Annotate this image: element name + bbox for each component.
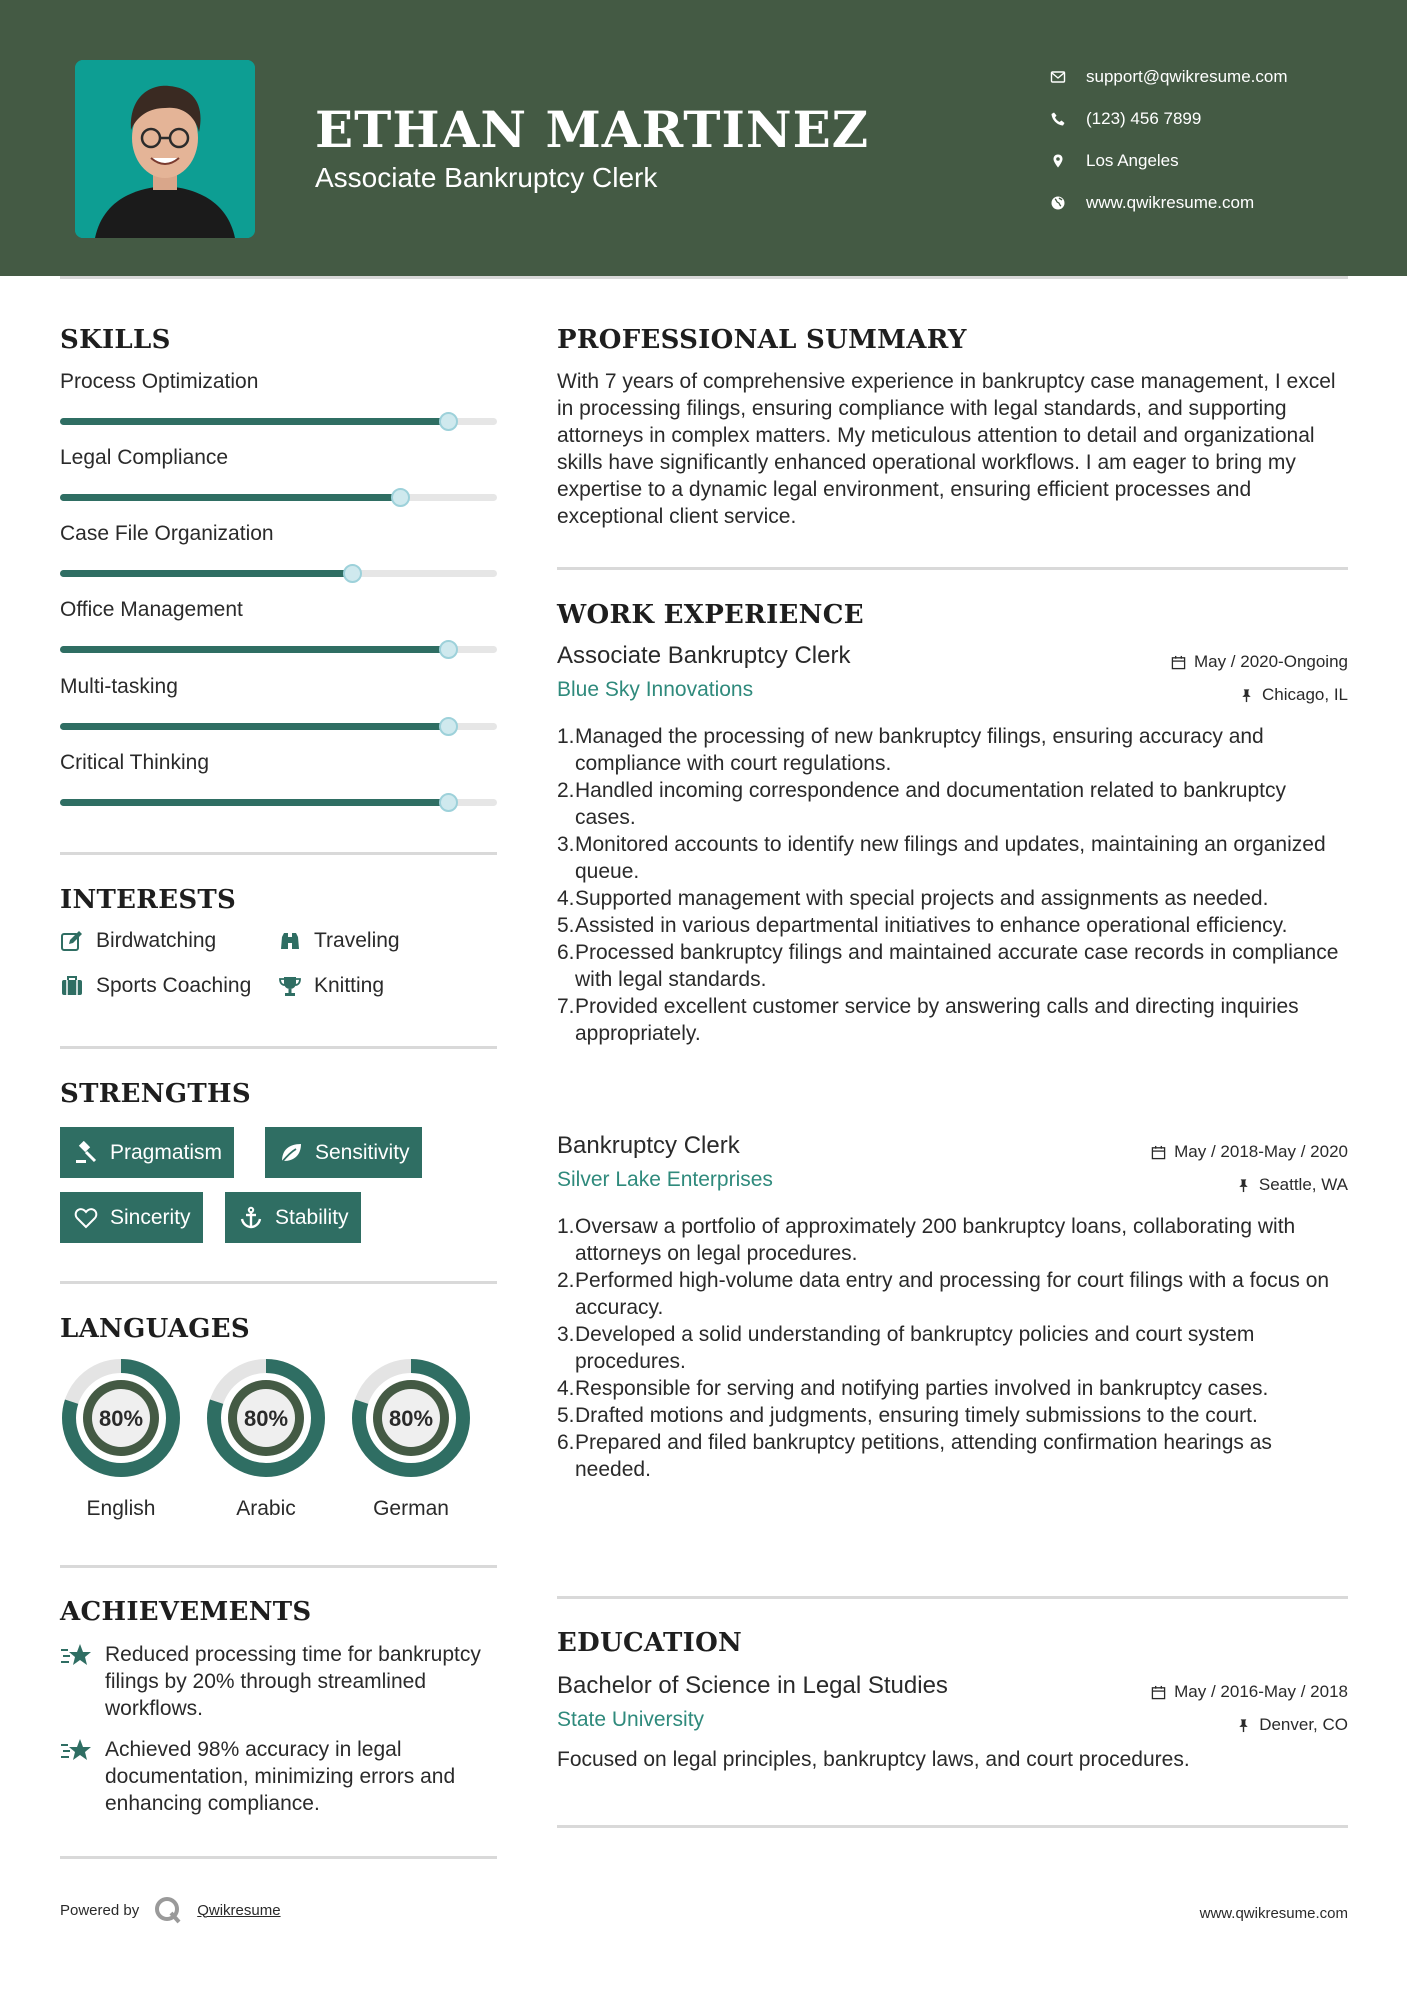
- achievement-text: Achieved 98% accuracy in legal documentation, minimizing errors and enhancing compliance.: [105, 1738, 456, 1815]
- languages-title: LANGUAGES: [60, 1314, 250, 1344]
- pushpin-icon: [1239, 688, 1254, 703]
- job-location: [1236, 1175, 1348, 1195]
- contact-phone[interactable]: [1050, 98, 1288, 140]
- contact-email[interactable]: [1050, 56, 1288, 98]
- skill-item: [60, 675, 497, 699]
- heart-icon: [74, 1206, 98, 1230]
- language-name: English: [86, 1497, 156, 1520]
- education-title: EDUCATION: [557, 1628, 743, 1658]
- language-ring: [60, 1357, 182, 1479]
- job-bullets: [557, 1213, 1350, 1483]
- skill-bar-knob: [439, 640, 458, 659]
- footer-powered-by: [60, 1895, 281, 1925]
- language-item: [350, 1357, 472, 1521]
- job-dates: [1171, 652, 1348, 672]
- job-company: Blue Sky Innovations: [557, 678, 754, 701]
- education-location: [1236, 1715, 1348, 1735]
- contact-location-text: Los Angeles: [1086, 151, 1179, 170]
- education-dates: [1151, 1682, 1348, 1702]
- pushpin-icon: [1236, 1718, 1251, 1733]
- skills-title: SKILLS: [60, 325, 171, 355]
- skill-bar-knob: [439, 717, 458, 736]
- achievement-text: Reduced processing time for bankruptcy filings by 20% through streamlined workflows.: [105, 1643, 481, 1720]
- job-dates: [1151, 1142, 1348, 1162]
- language-percent: 80%: [388, 1406, 434, 1431]
- globe-icon: [1050, 195, 1086, 211]
- map-pin-icon: [1050, 153, 1086, 169]
- profile-photo-image: [75, 60, 255, 238]
- strength-label: Sincerity: [110, 1205, 191, 1229]
- education-dates-text: May / 2016-May / 2018: [1174, 1682, 1348, 1701]
- contact-email-text: support@qwikresume.com: [1086, 67, 1288, 86]
- job-bullet: 5. Drafted motions and judgments, ensuring timely submissions to the court.: [557, 1404, 1258, 1427]
- section-divider: [60, 1046, 497, 1049]
- skill-bar-fill: [60, 646, 449, 653]
- job-bullet: 4. Responsible for serving and notifying parties involved in bankruptcy cases.: [557, 1377, 1269, 1400]
- skill-bar-fill: [60, 418, 449, 425]
- interest-item: [278, 929, 400, 953]
- language-ring: [350, 1357, 472, 1479]
- job-entry-header: [557, 1132, 1348, 1192]
- education-description: Focused on legal principles, bankruptcy laws, and court procedures.: [557, 1748, 1190, 1771]
- skill-bar: [60, 646, 497, 653]
- job-role: Bankruptcy Clerk: [557, 1132, 740, 1159]
- job-entry-header: [557, 642, 1348, 702]
- job-bullet: 6. Prepared and filed bankruptcy petitions, attending confirmation hearings as needed.: [557, 1431, 1272, 1481]
- section-divider: [60, 1856, 497, 1859]
- language-name: Arabic: [236, 1497, 296, 1520]
- candidate-title: Associate Bankruptcy Clerk: [315, 162, 658, 193]
- qwikresume-logo-icon: [153, 1895, 183, 1925]
- skill-bar-fill: [60, 723, 449, 730]
- skill-bar: [60, 494, 497, 501]
- job-bullet: 6. Processed bankruptcy filings and maintained accurate case records in compliance with legal standards.: [557, 941, 1339, 991]
- section-divider: [557, 1596, 1348, 1599]
- skill-bar-fill: [60, 570, 353, 577]
- education-location-text: Denver, CO: [1259, 1715, 1348, 1734]
- calendar-icon: [1151, 1685, 1166, 1700]
- section-divider: [557, 1825, 1348, 1828]
- strength-label: Stability: [275, 1205, 349, 1229]
- skill-bar-knob: [391, 488, 410, 507]
- strength-label: Pragmatism: [110, 1140, 223, 1164]
- trophy-icon: [278, 974, 302, 998]
- profile-photo: [75, 60, 255, 238]
- header-divider: [60, 276, 1348, 279]
- language-name: German: [373, 1497, 449, 1520]
- leaf-icon: [279, 1141, 303, 1165]
- interest-label: Traveling: [314, 929, 400, 952]
- achievements-title: ACHIEVEMENTS: [60, 1597, 312, 1627]
- job-bullet: 5. Assisted in various departmental initiatives to enhance operational efficiency.: [557, 914, 1288, 937]
- qwikresume-link[interactable]: Qwikresume: [197, 1901, 281, 1919]
- skill-bar: [60, 570, 497, 577]
- skill-bar: [60, 418, 497, 425]
- skill-bar-knob: [343, 564, 362, 583]
- language-percent: 80%: [243, 1406, 289, 1431]
- section-divider: [60, 852, 497, 855]
- job-company: Silver Lake Enterprises: [557, 1168, 773, 1191]
- skill-bar-fill: [60, 799, 449, 806]
- job-dates-text: May / 2020-Ongoing: [1193, 652, 1348, 671]
- achievement-item: [60, 1641, 497, 1722]
- calendar-icon: [1171, 655, 1186, 670]
- interest-item: [60, 929, 216, 953]
- job-bullet: 3. Monitored accounts to identify new filings and updates, maintaining an organized queue.: [557, 833, 1326, 883]
- briefcase-icon: [60, 974, 84, 998]
- skill-name: Office Management: [60, 598, 243, 621]
- calendar-icon: [1151, 1145, 1166, 1160]
- phone-icon: [1050, 111, 1086, 127]
- strength-badge: [60, 1192, 203, 1243]
- education-entry-header: [557, 1672, 1348, 1732]
- strength-label: Sensitivity: [315, 1140, 410, 1164]
- job-bullet: 3. Developed a solid understanding of bankruptcy policies and court system procedures.: [557, 1323, 1255, 1373]
- pencil-square-icon: [60, 929, 84, 953]
- education-school: State University: [557, 1708, 705, 1731]
- skill-bar: [60, 723, 497, 730]
- job-location: [1239, 685, 1348, 705]
- education-degree: Bachelor of Science in Legal Studies: [557, 1672, 948, 1699]
- job-location-text: Chicago, IL: [1262, 685, 1348, 704]
- language-item: [60, 1357, 182, 1521]
- contact-phone-text: (123) 456 7899: [1086, 109, 1202, 128]
- candidate-name: ETHAN MARTINEZ: [315, 100, 870, 159]
- skill-item: [60, 598, 497, 622]
- strength-badge: [225, 1192, 361, 1243]
- interest-label: Sports Coaching: [96, 974, 252, 997]
- powered-by-label: Powered by: [60, 1901, 140, 1919]
- skill-item: [60, 446, 497, 470]
- skill-name: Process Optimization: [60, 370, 259, 393]
- achievement-item: [60, 1736, 497, 1817]
- star-award-icon: [60, 1736, 94, 1766]
- job-bullets: [557, 723, 1350, 1047]
- interest-label: Birdwatching: [96, 929, 217, 952]
- envelope-icon: [1050, 69, 1086, 85]
- job-bullet: 2. Handled incoming correspondence and documentation related to bankruptcy cases.: [557, 779, 1286, 829]
- interest-item: [278, 974, 384, 998]
- star-award-icon: [60, 1641, 94, 1671]
- interest-item: [60, 974, 251, 998]
- language-item: [205, 1357, 327, 1521]
- skill-name: Critical Thinking: [60, 751, 209, 774]
- job-bullet: 1. Managed the processing of new bankruptcy filings, ensuring accuracy and compliance with court regulations.: [557, 725, 1264, 775]
- section-divider: [60, 1565, 497, 1568]
- skill-bar-knob: [439, 793, 458, 812]
- interest-label: Knitting: [314, 974, 385, 997]
- contact-website-text: www.qwikresume.com: [1086, 193, 1255, 212]
- gavel-icon: [74, 1141, 98, 1165]
- job-bullet: 2. Performed high-volume data entry and processing for court filings with a focus on accuracy.: [557, 1269, 1330, 1319]
- resume-header: [0, 0, 1407, 276]
- strengths-title: STRENGTHS: [60, 1079, 251, 1109]
- contact-location: [1050, 140, 1288, 182]
- experience-title: WORK EXPERIENCE: [557, 600, 864, 630]
- footer-website[interactable]: www.qwikresume.com: [1199, 1905, 1348, 1922]
- language-ring: [205, 1357, 327, 1479]
- language-percent: 80%: [98, 1406, 144, 1431]
- job-role: Associate Bankruptcy Clerk: [557, 642, 851, 669]
- skill-bar: [60, 799, 497, 806]
- skill-name: Case File Organization: [60, 522, 274, 545]
- interests-title: INTERESTS: [60, 885, 237, 915]
- skill-item: [60, 751, 497, 775]
- summary-title: PROFESSIONAL SUMMARY: [557, 325, 967, 355]
- job-bullet: 7. Provided excellent customer service by answering calls and directing inquiries appropriately.: [557, 995, 1299, 1045]
- strength-badge: [265, 1127, 422, 1178]
- binoculars-icon: [278, 929, 302, 953]
- contact-list: [1050, 56, 1288, 224]
- skill-name: Legal Compliance: [60, 446, 229, 469]
- job-bullet: 1. Oversaw a portfolio of approximately 200 bankruptcy loans, collaborating with attorneys on legal procedures.: [557, 1215, 1296, 1265]
- skill-bar-fill: [60, 494, 401, 501]
- skill-item: [60, 522, 497, 546]
- contact-website[interactable]: [1050, 182, 1288, 224]
- strength-badge: [60, 1127, 234, 1178]
- job-bullet: 4. Supported management with special projects and assignments as needed.: [557, 887, 1269, 910]
- pushpin-icon: [1236, 1178, 1251, 1193]
- skill-item: [60, 370, 497, 394]
- section-divider: [557, 567, 1348, 570]
- job-dates-text: May / 2018-May / 2020: [1174, 1142, 1348, 1161]
- anchor-icon: [239, 1206, 263, 1230]
- job-location-text: Seattle, WA: [1258, 1175, 1348, 1194]
- skill-bar-knob: [439, 412, 458, 431]
- section-divider: [60, 1281, 497, 1284]
- skill-name: Multi-tasking: [60, 675, 178, 698]
- summary-text: With 7 years of comprehensive experience in bankruptcy case management, I excel in processing filings, ensuring compliance with legal standards, and supporting attorneys in complex matters. My meticulous attention to detail and organizational skills have significantly enhanced operational workflows. I am eager to bring my expertise to a dynamic legal environment, ensuring efficient processes and exceptional client service.: [557, 370, 1336, 528]
